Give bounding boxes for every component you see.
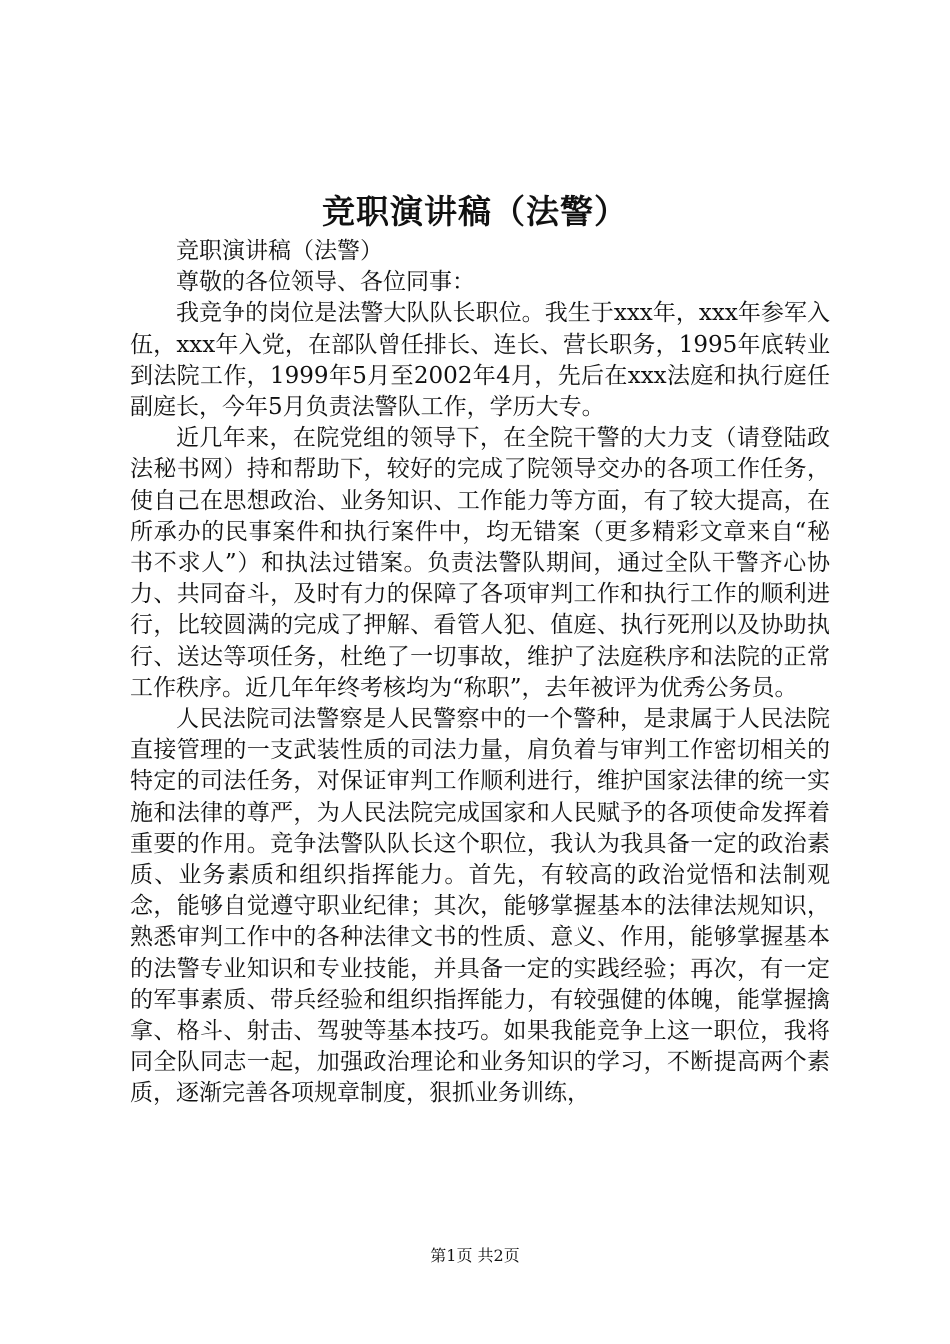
- paragraph-salutation: 尊敬的各位领导、各位同事：: [176, 269, 475, 296]
- paragraph-qualifications: 人民法院司法警察是人民警察中的一个警种，是隶属于人民法院直接管理的一支武装性质的司法力量，肩负着与审判工作密切相关的特定的司法任务，对保证审判工作顺利进行，维护国家法律的统一实施和法律的尊严，为人民法院完成国家和人民赋予的各项使命发挥着重要的作用。竞争法警队队长这个职位，我认为我具备一定的政治素质、业务素质和组织指挥能力。首先，有较高的政治觉悟和法制观念，能够自觉遵守职业纪律；其次，能够掌握基本的法律法规知识，熟悉审判工作中的各种法律文书的性质、意义、作用，能够掌握基本的法警专业知识和专业技能，并具备一定的实践经验；再次，有一定的军事素质、带兵经验和组织指挥能力，有较强健的体魄，能掌握擒拿、格斗、射击、驾驶等基本技巧。如果我能竞争上这一职位，我将同全队同志一起，加强政治理论和业务知识的学习，不断提高两个素质，逐渐完善各项规章制度，狠抓业务训练，: [130, 706, 830, 1107]
- document-body: [130, 236, 830, 1110]
- page-footer: 第1页 共2页: [430, 1246, 520, 1265]
- paragraph-achievements: 近几年来，在院党组的领导下，在全院干警的大力支（请登陆政法秘书网）持和帮助下，较好的完成了院领导交办的各项工作任务，使自己在思想政治、业务知识、工作能力等方面，有了较大提高，在所承办的民事案件和执行案件中，均无错案（更多精彩文章来自“秘书不求人”）和执法过错案。负责法警队期间，通过全队干警齐心协力、共同奋斗，及时有力的保障了各项审判工作和执行工作的顺利进行，比较圆满的完成了押解、看管人犯、值庭、执行死刑以及协助执行、送达等项任务，杜绝了一切事故，维护了法庭秩序和法院的正常工作秩序。近几年年终考核均为“称职”，去年被评为优秀公务员。: [130, 425, 830, 701]
- paragraph-introduction: 我竞争的岗位是法警大队队长职位。我生于xxx年，xxx年参军入伍，xxx年入党，在部队曾任排长、连长、营长职务，1995年底转业到法院工作，1999年5月至2002年4月，先后在xxx法庭和执行庭任副庭长，今年5月负责法警队工作，学历大专。: [130, 300, 830, 421]
- document-title: 竞职演讲稿（法警）: [322, 192, 628, 231]
- paragraph-heading: 竞职演讲稿（法警）: [176, 238, 383, 264]
